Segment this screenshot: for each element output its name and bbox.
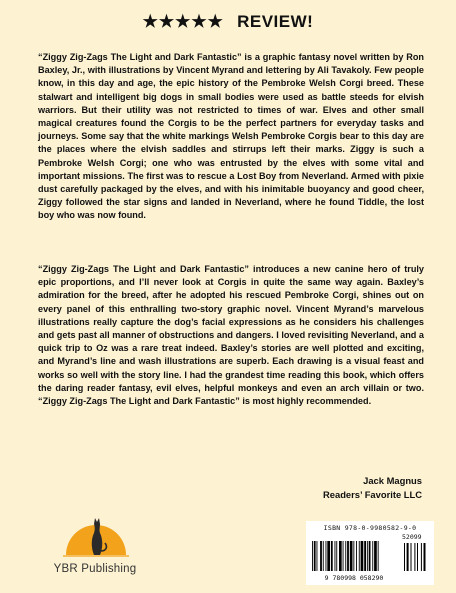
review-paragraph-2: “Ziggy Zig-Zags The Light and Dark Fantastic” introduces a new canine hero of truly epic proportions, and I’ll never look at Corgis in quite the same way again. Baxley’s admiration for the breed, after he adopted his rescued Pembroke Corgi, shines out on every panel of this enthralling two-story graphic novel. Vincent Myrand’s marvelous illustrations really capture the dog’s facial expressions as he considers his challenges and gets past all manner of obstructions and dangers. I loved revisiting Neverland, and a quick trip to Oz was a rare treat indeed. Baxley’s stories are well plotted and exciting, and Myrand’s line and wash illustrations are superb. Each drawing is a visual feast and works so well with the story line. I had the grandest time reading this book, which offers the daring reader fantasy, evil elves, helpful monkeys and even an arch villain or two. “Ziggy Zig-Zags The Light and Dark Fantastic” is most highly recommended.	[38, 264, 424, 407]
reviewer-organization: Readers’ Favorite LLC	[323, 488, 422, 500]
publisher-logo	[36, 503, 176, 585]
review-paragraph-1: “Ziggy Zig-Zags The Light and Dark Fantastic” is a graphic fantasy novel written by Ron Baxley, Jr., with illustrations by Vincent Myrand and lettering by Ali Tavakoly. Few people know, in this day and age, the epic history of the Pembroke Welsh Corgi breed. These stalwart and intelligent big dogs in small bodies were used as battle steeds for elvish warriors. But their utility was not restricted to times of war. Elves and other small magical creatures found the Corgis to be the perfect partners for everyday tasks and journeys. Some say that the white markings Welsh Pembroke Corgis bear to this day are the places where the elvish saddles and stirrups left their marks. Ziggy is such a Pembroke Welsh Corgi; one who was entrusted by the elves with some vital and important missions. The first was to rescue a Lost Boy from Neverland. Armed with pixie dust carefully packaged by the elves, and with his inimitable buoyancy and good cheer, Ziggy followed the star signs and landed in Neverland, where he found Tiddle, the lost boy who was now found.	[38, 52, 424, 221]
barcode-addon-digits: 52099	[402, 533, 422, 541]
publisher-name: YBR Publishing	[53, 563, 137, 575]
cat-in-sun-icon	[60, 503, 132, 563]
isbn-barcode	[306, 521, 434, 585]
review-title: REVIEW!	[237, 12, 314, 31]
review-heading	[0, 12, 456, 32]
reviewer-signature	[323, 474, 422, 501]
five-star-rating: ★★★★★	[142, 12, 224, 31]
barcode-digits: 9 780998 058290	[324, 574, 384, 582]
barcode-bars	[312, 541, 428, 573]
reviewer-name: Jack Magnus	[363, 475, 422, 486]
isbn-number: ISBN 978-0-9980582-9-0	[323, 524, 417, 532]
